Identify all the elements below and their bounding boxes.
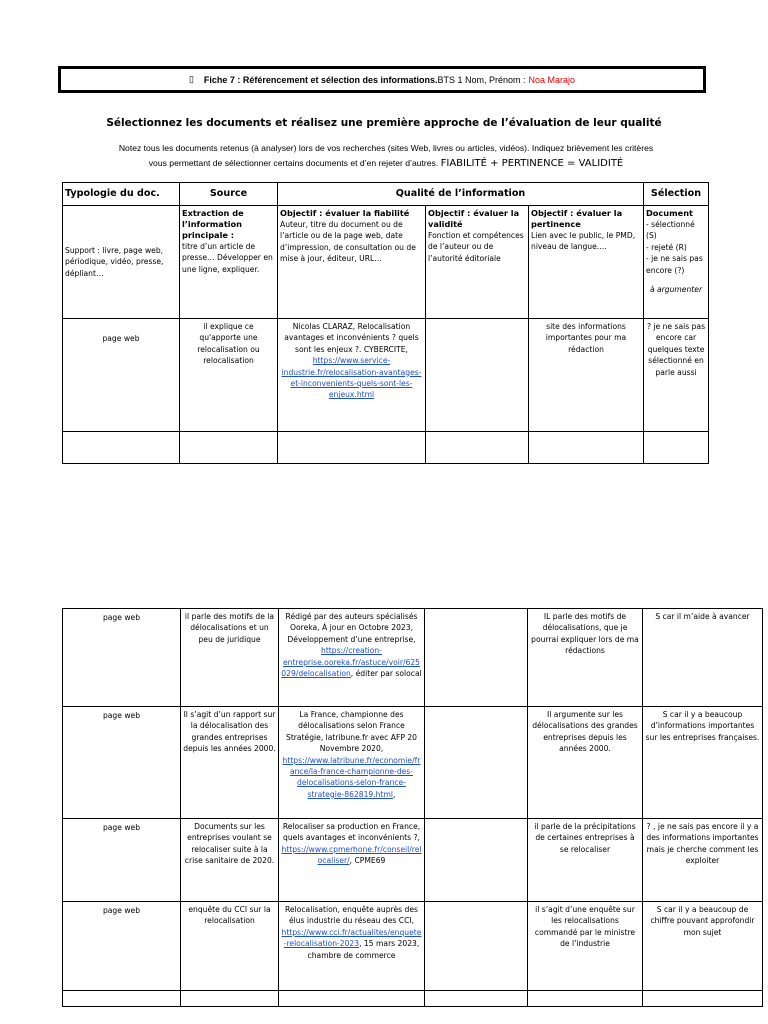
- subheader-selection: [644, 206, 709, 319]
- source-link[interactable]: https://www.latribune.fr/economie/france/la-france-championne-des-delocalisations-selon-france-strategie-862819.html: [282, 755, 421, 799]
- table-row: [63, 902, 763, 991]
- row-pertinence: il parle de la précipitations de certaines entreprises à se relocaliser: [528, 819, 643, 902]
- empty-cell: [180, 432, 278, 464]
- intro-line-1: Notez tous les documents retenus (à analyser) lors de vos recherches (sites Web, livres ou articles, vidéos). Indiquez brièvement les critères: [118, 143, 654, 153]
- validite-hint: Fonction et compétences de l’auteur ou de l’autorité éditoriale: [428, 231, 524, 263]
- subheader-pertinence: [529, 206, 644, 319]
- row-pertinence: Il argumente sur les délocalisations des grandes entreprises depuis les années 2000.: [528, 707, 643, 819]
- row-source: il explique ce qu'apporte une relocalisation ou relocalisation: [180, 319, 278, 432]
- row-fiabilite-suffix: , CPME69: [349, 856, 386, 866]
- subheader-source: [180, 206, 278, 319]
- row-fiabilite-text: Relocaliser sa production en France, quels avantages et inconvénients ?,: [282, 822, 421, 843]
- empty-cell: [426, 432, 529, 464]
- selection-option-r: - rejeté (R): [646, 242, 687, 252]
- fiche-header: [58, 66, 706, 93]
- row-selection: S car il y a beaucoup de chiffre pouvant approfondir mon sujet: [643, 902, 763, 991]
- fiche-title: Fiche 7 : Référencement et sélection des informations.: [203, 74, 438, 85]
- row-type: page web: [63, 819, 181, 902]
- row-selection: ? je ne sais pas encore car quelques texte sélectionné en parle aussi: [644, 319, 709, 432]
- criteria-formula: FIABILITÉ + PERTINENCE = VALIDITÉ: [440, 158, 624, 169]
- row-validite: [425, 707, 528, 819]
- row-fiabilite: [279, 609, 425, 707]
- row-pertinence: IL parle des motifs de délocalisations, que je pourrai expliquer lors de ma rédactions: [528, 609, 643, 707]
- pertinence-objective: Objectif : évaluer la pertinence: [531, 208, 623, 229]
- row-validite: [425, 819, 528, 902]
- empty-cell: [63, 432, 180, 464]
- source-link[interactable]: https://creation-entreprise.ooreka.fr/astuce/voir/625029/delocalisation: [281, 646, 421, 679]
- table-row: [63, 319, 709, 432]
- validite-objective: Objectif : évaluer la validité: [428, 208, 520, 229]
- header-typologie: Typologie du doc.: [63, 183, 180, 206]
- empty-cell: [425, 991, 528, 1007]
- source-link[interactable]: https://www.service-industrie.fr/relocalisation-avantages-et-inconvenients-quels-sont-les-enjeux.html: [281, 356, 422, 400]
- source-link[interactable]: https://www.cpmerhone.fr/conseil/relocaliser/: [281, 844, 422, 866]
- row-pertinence: il s’agit d’une enquête sur les relocalisations commandé par le ministre de l’industrie: [528, 902, 643, 991]
- row-validite: [426, 319, 529, 432]
- header-selection: Sélection: [644, 183, 709, 206]
- row-fiabilite: [279, 819, 425, 902]
- intro-paragraph: [62, 141, 710, 171]
- table-row: [63, 609, 763, 707]
- pertinence-hint: Lien avec le public, le PMD, niveau de langue….: [531, 231, 636, 252]
- table-row-empty: [63, 991, 763, 1007]
- row-fiabilite-suffix: , éditer par solocal: [350, 669, 422, 679]
- class-label: BTS 1 Nom, Prénom :: [437, 74, 526, 85]
- row-source: Documents sur les entreprises voulant se relocaliser suite à la crise sanitaire de 2020.: [181, 819, 279, 902]
- page-title: Sélectionnez les documents et réalisez une première approche de l’évaluation de leur qualité: [106, 117, 662, 129]
- selection-argue-note: à argumenter: [649, 285, 703, 295]
- empty-cell: [278, 432, 426, 464]
- row-type: page web: [63, 902, 181, 991]
- source-hint: titre d’un article de presse… Développer en une ligne, expliquer.: [182, 242, 273, 274]
- evaluation-table-top: [62, 182, 709, 464]
- row-type: page web: [63, 707, 181, 819]
- selection-option-s: - sélectionné (S): [646, 220, 695, 241]
- row-fiabilite-text: La France, championne des délocalisations selon France Stratégie, latribune.fr avec AFP 20 Novembre 2020,: [286, 710, 417, 754]
- row-fiabilite-text: Rédigé par des auteurs spécialisés Ooreka, À jour en Octobre 2023, Développement d’une entreprise,: [285, 612, 418, 644]
- fiabilite-objective: Objectif : évaluer la fiabilité: [280, 208, 410, 218]
- selection-option-q: - je ne sais pas encore (?): [646, 254, 703, 275]
- row-type: page web: [63, 319, 180, 432]
- fiabilite-hint: Auteur, titre du document ou de l’article ou de la page web, date d’impression, de consultation ou de mise à jour, éditeur, URL…: [280, 220, 416, 264]
- table-row-empty: [63, 432, 709, 464]
- row-source: Il s’agit d’un rapport sur la délocalisation des grandes entreprises depuis les années 2000.: [181, 707, 279, 819]
- subheader-fiabilite: [278, 206, 426, 319]
- row-fiabilite: [279, 902, 425, 991]
- source-objective: Extraction de l’information principale :: [182, 208, 244, 240]
- row-source: enquête du CCI sur la relocalisation: [181, 902, 279, 991]
- row-selection: S car il m’aide à avancer: [643, 609, 763, 707]
- row-type: page web: [63, 609, 181, 707]
- row-validite: [425, 609, 528, 707]
- row-selection: ? , je ne sais pas encore il y a des informations importantes mais je cherche comment les exploiter: [643, 819, 763, 902]
- typologie-hint: Support : livre, page web, périodique, vidéo, presse, dépliant…: [65, 245, 164, 278]
- selection-title: Document: [646, 208, 693, 218]
- subheader-validite: [426, 206, 529, 319]
- empty-cell: [529, 432, 644, 464]
- intro-line-2: vous permettant de sélectionner certains documents et d’en rejeter d’autres.: [148, 158, 439, 168]
- empty-cell: [279, 991, 425, 1007]
- empty-cell: [643, 991, 763, 1007]
- empty-cell: [528, 991, 643, 1007]
- row-selection: S car il y a beaucoup d’informations importantes sur les entreprises françaises.: [643, 707, 763, 819]
- table-row: [63, 707, 763, 819]
- row-fiabilite: [279, 707, 425, 819]
- table-subheader-row: [63, 206, 709, 319]
- subheader-typologie: [63, 206, 180, 319]
- row-fiabilite-text: Relocalisation, enquête auprès des élus industrie du réseau des CCI,: [285, 905, 418, 926]
- table-row: [63, 819, 763, 902]
- row-fiabilite: [278, 319, 426, 432]
- evaluation-table-bottom: [62, 608, 763, 1007]
- table-header-row: [63, 183, 709, 206]
- row-source: il parle des motifs de la délocalisations et un peu de juridique: [181, 609, 279, 707]
- row-fiabilite-suffix: , 15 mars 2023, chambre de commerce: [307, 939, 420, 960]
- empty-cell: [644, 432, 709, 464]
- empty-cell: [181, 991, 279, 1007]
- row-fiabilite-text: Nicolas CLARAZ, Relocalisation avantages et inconvénients ? quels sont les enjeux ?. CYBERCITE,: [284, 322, 419, 354]
- row-pertinence: site des informations importantes pour ma rédaction: [529, 319, 644, 432]
- source-link[interactable]: https://www.cci.fr/actualites/enquete-relocalisation-2023: [281, 927, 422, 949]
- row-validite: [425, 902, 528, 991]
- header-qualite: Qualité de l’information: [278, 183, 644, 206]
- header-source: Source: [180, 183, 278, 206]
- student-name: Noa Marajo: [528, 74, 576, 85]
- checkbox-glyph-icon: ▯: [188, 74, 194, 84]
- row-fiabilite-suffix: ,: [392, 789, 396, 799]
- empty-cell: [63, 991, 181, 1007]
